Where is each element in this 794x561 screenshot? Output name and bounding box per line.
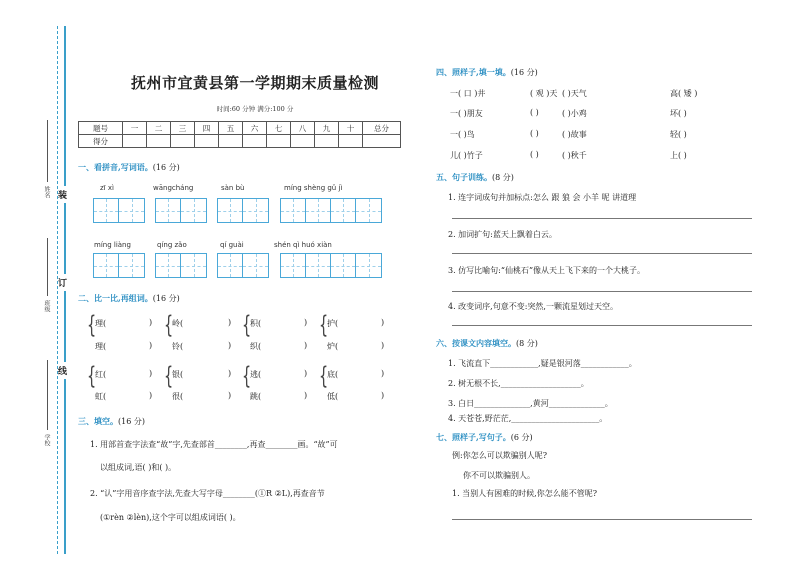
score-row-label: 得分 <box>79 135 123 148</box>
fill-item: ( ) <box>530 129 539 138</box>
writing-grid[interactable] <box>217 198 269 223</box>
writing-grid[interactable] <box>280 253 382 278</box>
fill-item: ( )小鸡 <box>562 109 587 118</box>
section-5-title: 五、句子训练。 <box>436 172 492 182</box>
paren-close: ) <box>228 391 232 400</box>
compare-word: 积( <box>250 319 262 328</box>
score-table-header-row <box>79 122 401 135</box>
paren-close: ) <box>381 341 385 350</box>
section-5-points: (8 分) <box>492 173 514 182</box>
sec3-question-1b: 以组成词,语( )和( )。 <box>100 463 177 472</box>
name-label: 姓名 <box>43 186 50 198</box>
compare-word: 很( <box>172 392 184 401</box>
section-2-heading <box>78 293 180 304</box>
score-cell: 九 <box>315 122 339 135</box>
score-input-cell[interactable] <box>363 135 401 148</box>
section-6-title: 六、按课文内容填空。 <box>436 338 516 348</box>
compare-word: 理( <box>95 342 107 351</box>
score-input-cell[interactable] <box>315 135 339 148</box>
section-7-heading <box>436 432 533 443</box>
pinyin-mingshenggji: míng shèng gǔ jì <box>284 184 343 192</box>
compare-word: 岭( <box>172 319 184 328</box>
compare-word: 跳( <box>250 392 262 401</box>
sec7-example-1: 例:你怎么可以欺骗别人呢? <box>452 451 547 460</box>
score-table-score-row <box>79 135 401 148</box>
paren-close: ) <box>304 341 308 350</box>
section-1-heading <box>78 162 180 173</box>
paren-close: ) <box>228 341 232 350</box>
fill-item: 一( )朋友 <box>450 109 483 118</box>
sec3-question-2a: 2. “认”字用音序查字法,先查大写字母________(①R ②L),再查音节 <box>90 489 325 498</box>
fill-item: 一( 口 )井 <box>450 89 486 98</box>
brace-icon: { <box>164 362 174 390</box>
seal-char-xian: 线 <box>58 362 67 379</box>
score-input-cell[interactable] <box>291 135 315 148</box>
fill-item: 轻( ) <box>670 130 687 139</box>
fill-item: ( )秋千 <box>562 151 587 160</box>
brace-icon: { <box>87 362 97 390</box>
compare-word: 低( <box>327 392 339 401</box>
compare-word: 逃( <box>250 370 262 379</box>
section-6-heading <box>436 338 538 349</box>
score-input-cell[interactable] <box>147 135 171 148</box>
fill-item: 一( )鸟 <box>450 130 475 139</box>
writing-grid[interactable] <box>93 198 145 223</box>
brace-icon: { <box>319 362 329 390</box>
brace-icon: { <box>87 311 97 339</box>
pinyin-qingzao: qíng zǎo <box>157 241 187 249</box>
paren-close: ) <box>381 369 385 378</box>
score-cell: 五 <box>219 122 243 135</box>
exam-time-score: 时间:60 分钟 满分:100 分 <box>216 105 294 113</box>
paren-close: ) <box>304 318 308 327</box>
score-input-cell[interactable] <box>195 135 219 148</box>
compare-word: 铃( <box>172 342 184 351</box>
pinyin-zixi: zī xì <box>100 184 114 192</box>
sec6-line-3: 3. 白日______________,黄河______________。 <box>448 399 613 408</box>
paren-close: ) <box>228 369 232 378</box>
section-7-title: 七、照样子,写句子。 <box>436 432 511 442</box>
compare-word: 底( <box>327 370 339 379</box>
fill-item: ( )故事 <box>562 130 587 139</box>
section-5-heading <box>436 172 514 183</box>
compare-word: 护( <box>327 319 339 328</box>
paren-close: ) <box>304 369 308 378</box>
paren-close: ) <box>304 391 308 400</box>
score-cell: 题号 <box>79 122 123 135</box>
writing-grid[interactable] <box>217 253 269 278</box>
section-4-title: 四、照样子,填一填。 <box>436 67 511 77</box>
seal-char-zhuang: 装 <box>58 186 67 203</box>
fill-item: ( )天气 <box>562 89 587 98</box>
name-line <box>47 120 48 182</box>
paren-close: ) <box>149 341 153 350</box>
score-input-cell[interactable] <box>267 135 291 148</box>
fill-item: 高( 矮 ) <box>670 89 698 98</box>
paren-close: ) <box>149 369 153 378</box>
pinyin-mingliang: míng liàng <box>94 241 131 249</box>
class-line <box>47 238 48 296</box>
answer-line[interactable] <box>452 291 752 292</box>
sec5-question-2: 2. 加词扩句:蓝天上飘着白云。 <box>448 230 557 239</box>
sec5-question-4: 4. 改变词序,句意不变:突然,一颗流星划过天空。 <box>448 302 618 311</box>
paren-close: ) <box>149 391 153 400</box>
score-cell: 八 <box>291 122 315 135</box>
section-6-points: (8 分) <box>516 339 538 348</box>
class-label: 班级 <box>43 300 50 312</box>
section-4-points: (16 分) <box>510 68 538 77</box>
section-4-heading <box>436 67 538 78</box>
score-input-cell[interactable] <box>171 135 195 148</box>
compare-word: 虹( <box>95 392 107 401</box>
section-1-title: 一、看拼音,写词语。 <box>78 162 153 172</box>
score-cell: 四 <box>195 122 219 135</box>
section-2-points: (16 分) <box>152 294 180 303</box>
score-input-cell[interactable] <box>243 135 267 148</box>
answer-line[interactable] <box>452 519 752 520</box>
school-line <box>47 360 48 430</box>
compare-word: 红( <box>95 370 107 379</box>
paren-close: ) <box>381 391 385 400</box>
score-table <box>78 121 401 148</box>
fill-item: ( ) <box>530 108 539 117</box>
brace-icon: { <box>242 362 252 390</box>
sec5-question-1: 1. 连字词成句并加标点:怎么 跟 狼 会 小羊 呢 讲道理 <box>448 193 637 202</box>
score-cell: 二 <box>147 122 171 135</box>
section-1-points: (16 分) <box>152 163 180 172</box>
score-cell: 一 <box>123 122 147 135</box>
compare-word: 理( <box>95 319 107 328</box>
sec7-example-2: 你不可以欺骗别人。 <box>463 471 535 480</box>
brace-icon: { <box>319 311 329 339</box>
score-cell: 七 <box>267 122 291 135</box>
writing-grid[interactable] <box>280 198 382 223</box>
answer-line[interactable] <box>452 325 752 326</box>
fill-item: ( 观 )天 <box>530 89 558 98</box>
section-7-points: (6 分) <box>510 433 533 442</box>
score-cell: 六 <box>243 122 267 135</box>
sec3-question-1a: 1. 用部首查字法查“故”字,先查部首________,再查________画。“故”可 <box>90 440 338 449</box>
fill-item: 儿( )竹子 <box>450 151 483 160</box>
seal-char-ding: 订 <box>58 274 67 291</box>
sec7-question-1: 1. 当别人有困难的时候,你怎么能不管呢? <box>452 489 598 498</box>
fill-item: 上( ) <box>670 151 687 160</box>
writing-grid[interactable] <box>155 198 207 223</box>
sec6-line-2: 2. 树无根不长,____________________。 <box>448 379 589 388</box>
compare-word: 织( <box>250 342 262 351</box>
section-2-title: 二、比一比,再组词。 <box>78 293 153 303</box>
pinyin-qiguai: qí guài <box>220 241 244 249</box>
sec3-question-2b: (①rèn ②lèn),这个字可以组成词语( )。 <box>100 513 241 522</box>
brace-icon: { <box>164 311 174 339</box>
pinyin-shenqihuoxian: shén qì huó xiàn <box>274 241 332 249</box>
paren-close: ) <box>149 318 153 327</box>
pinyin-sanbu: sàn bù <box>221 184 245 192</box>
sec5-question-3: 3. 仿写比喻句:“仙桃石”像从天上飞下来的一个大桃子。 <box>448 266 646 275</box>
sec6-line-1: 1. 飞流直下____________,疑是银河落____________。 <box>448 359 637 368</box>
brace-icon: { <box>242 311 252 339</box>
score-input-cell[interactable] <box>123 135 147 148</box>
score-cell: 三 <box>171 122 195 135</box>
fill-item: ( ) <box>530 150 539 159</box>
page-title: 抚州市宜黄县第一学期期末质量检测 <box>130 74 379 92</box>
writing-grid[interactable] <box>155 253 207 278</box>
section-3-title: 三、填空。 <box>78 416 118 426</box>
paren-close: ) <box>228 318 232 327</box>
score-input-cell[interactable] <box>339 135 363 148</box>
compare-word: 炉( <box>327 342 339 351</box>
writing-grid[interactable] <box>93 253 145 278</box>
sec6-line-4: 4. 天苍苍,野茫茫,______________________。 <box>448 414 608 423</box>
score-cell: 总分 <box>363 122 401 135</box>
pinyin-wangchang: wāngcháng <box>153 184 194 192</box>
compare-word: 银( <box>172 370 184 379</box>
score-cell: 十 <box>339 122 363 135</box>
fill-item: 坏( ) <box>670 109 687 118</box>
school-label: 学校 <box>43 434 50 446</box>
section-3-heading <box>78 416 145 427</box>
section-3-points: (16 分) <box>118 417 145 426</box>
answer-line[interactable] <box>452 218 752 219</box>
answer-line[interactable] <box>452 253 752 254</box>
paren-close: ) <box>381 318 385 327</box>
score-input-cell[interactable] <box>219 135 243 148</box>
